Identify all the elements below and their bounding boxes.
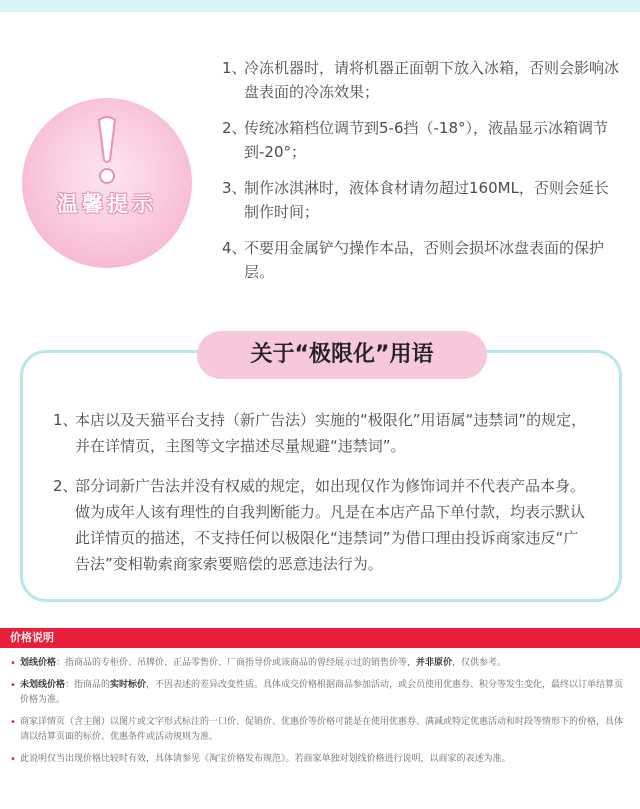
tips-list xyxy=(222,56,622,296)
list-item: • 此说明仅当出现价格比较时有效，具体请参见《淘宝价格发布规范》。若商家单独对划线价格进行说明，以商家的表述为准。 xyxy=(10,754,511,765)
limit-terms-list xyxy=(53,407,593,591)
list-item: 3、 制作冰淇淋时，液体食材请勿超过160ML，否则会延长制作时间； xyxy=(222,179,609,221)
top-strip xyxy=(0,0,640,12)
bullet-icon: • xyxy=(10,658,16,669)
price-header: 价格说明 xyxy=(0,628,640,648)
list-item: • 未划线价格：指商品的实时标价，不因表述的差异改变性质。具体成交价格根据商品参加活动，或会员使用优惠券、积分等发生变化，最终以订单结算页价格为准。 xyxy=(10,680,624,705)
list-item: 4、 不要用金属铲勺操作本品，否则会损坏冰盘表面的保护层。 xyxy=(222,239,605,281)
list-item: 1、 本店以及天猫平台支持（新广告法）实施的“极限化”用语属“违禁词”的规定，并在详情页，主图等文字描述尽量规避“违禁词”。 xyxy=(53,411,587,455)
bullet-icon: • xyxy=(10,717,16,728)
list-item: • 划线价格：指商品的专柜价、吊牌价、正品零售价、厂商指导价或该商品的曾经展示过的销售价等，并非原价，仅供参考。 xyxy=(10,658,507,669)
tips-section xyxy=(0,12,640,312)
tips-badge xyxy=(22,98,192,268)
list-item: 1、 冷冻机器时，请将机器正面朝下放入冰箱，否则会影响冰盘表面的冷冻效果； xyxy=(222,59,620,101)
limit-terms-box xyxy=(20,342,622,602)
tips-badge-title: 温馨提示 xyxy=(57,192,157,216)
limit-terms-title: 关于“极限化”用语 xyxy=(197,331,487,379)
exclamation-icon xyxy=(94,116,120,186)
price-explanation xyxy=(0,628,640,809)
list-item: 2、 部分词新广告法并没有权威的规定，如出现仅作为修饰词并不代表产品本身。做为成年人该有理性的自我判断能力。凡是在本店产品下单付款，均表示默认此详情页的描述，不支持任何以极限化“违禁词”为借口理由投诉商家违反“广告法”变相勒索商家索要赔偿的恶意违法行为。 xyxy=(53,477,586,573)
list-item: 2、 传统冰箱档位调节到5-6挡（-18°），液晶显示冰箱调节到-20°； xyxy=(222,119,609,161)
price-list xyxy=(0,648,640,767)
list-item: • 商家详情页（含主图）以图片或文字形式标注的一口价、促销价、优惠价等价格可能是在使用优惠券、满减或特定优惠活动和时段等情形下的价格，具体请以结算页面的标价、优惠条件或活动规则为准。 xyxy=(10,717,624,742)
bullet-icon: • xyxy=(10,680,16,691)
bullet-icon: • xyxy=(10,754,16,765)
